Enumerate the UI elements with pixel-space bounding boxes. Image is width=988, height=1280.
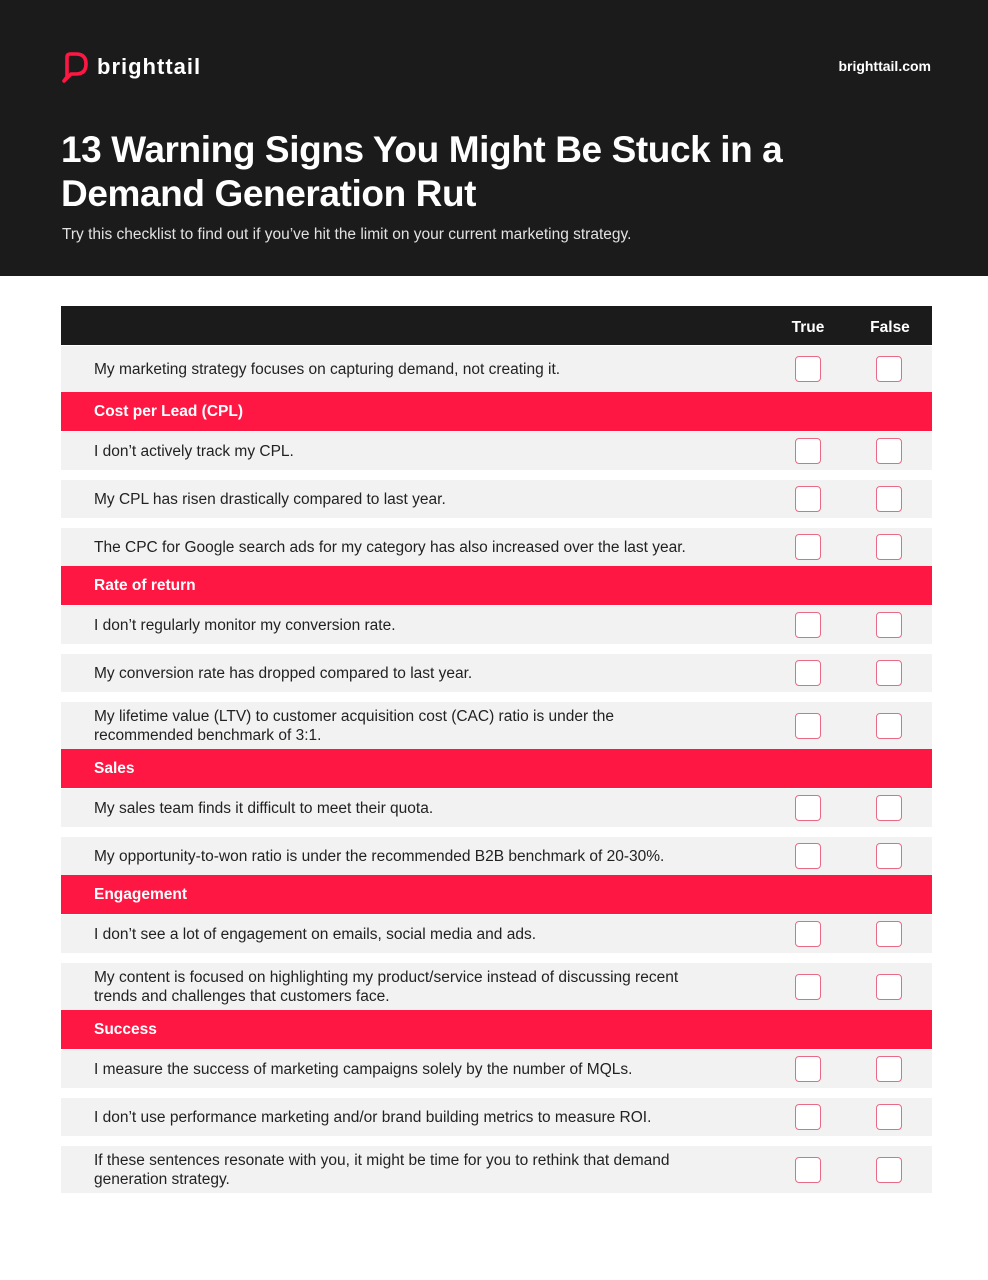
checklist-row [61,1146,932,1193]
hero-banner [0,0,988,276]
checklist-row [61,346,932,392]
column-false-header: False [870,319,910,336]
false-checkbox[interactable] [876,612,902,638]
false-checkbox[interactable] [876,1157,902,1183]
statement-text: My conversion rate has dropped compared to last year. [94,664,473,682]
true-checkbox[interactable] [795,356,821,382]
false-checkbox[interactable] [876,843,902,869]
page-title: 13 Warning Signs You Might Be Stuck in a Demand Generation Rut [61,129,783,214]
brand-logo[interactable] [60,50,201,84]
true-checkbox[interactable] [795,534,821,560]
false-checkbox[interactable] [876,534,902,560]
true-checkbox[interactable] [795,1157,821,1183]
true-checkbox[interactable] [795,1104,821,1130]
statement-text: My sales team finds it difficult to meet their quota. [94,799,434,817]
statement-text: My opportunity-to-won ratio is under the recommended B2B benchmark of 20-30%. [94,847,665,865]
false-checkbox[interactable] [876,356,902,382]
checklist-row [61,480,932,518]
table-header [61,306,932,345]
section-title: Success [94,1020,157,1038]
false-checkbox[interactable] [876,1056,902,1082]
checklist-row [61,789,932,827]
true-checkbox[interactable] [795,660,821,686]
table-body [61,346,932,1193]
column-true-header: True [791,319,825,336]
true-checkbox[interactable] [795,843,821,869]
true-checkbox[interactable] [795,486,821,512]
section-header [61,392,932,431]
page-subtitle: Try this checklist to find out if you’ve hit the limit on your current marketing strategy. [62,226,632,243]
checklist-row [61,654,932,692]
section-title: Sales [94,759,135,777]
brand-name: brighttail [97,54,202,79]
false-checkbox[interactable] [876,974,902,1000]
statement-text: I don’t use performance marketing and/or brand building metrics to measure ROI. [94,1108,652,1126]
checklist-row [61,606,932,644]
section-title: Engagement [94,885,188,903]
checklist-row [61,528,932,566]
statement-text: My marketing strategy focuses on capturing demand, not creating it. [94,360,561,378]
statement-text: My CPL has risen drastically compared to last year. [94,490,446,508]
checklist-row [61,1050,932,1088]
checklist-row [61,702,932,749]
false-checkbox[interactable] [876,660,902,686]
statement-text: I don’t see a lot of engagement on emails, social media and ads. [94,925,537,943]
section-title: Cost per Lead (CPL) [94,402,243,420]
true-checkbox[interactable] [795,974,821,1000]
true-checkbox[interactable] [795,713,821,739]
brighttail-logo-icon [60,50,90,84]
true-checkbox[interactable] [795,795,821,821]
statement-text: My content is focused on highlighting my product/service instead of discussing recent trends and challenges that customers face. [94,968,679,1005]
checklist-table [61,306,932,1203]
section-header [61,1010,932,1049]
statement-text: I don’t regularly monitor my conversion rate. [94,616,396,634]
section-header [61,875,932,914]
statement-text: I don’t actively track my CPL. [94,442,294,460]
checklist-row [61,837,932,875]
true-checkbox[interactable] [795,438,821,464]
checklist-row [61,963,932,1010]
checklist-row [61,1098,932,1136]
false-checkbox[interactable] [876,713,902,739]
statement-text: I measure the success of marketing campaigns solely by the number of MQLs. [94,1060,633,1078]
true-checkbox[interactable] [795,1056,821,1082]
section-header [61,749,932,788]
true-checkbox[interactable] [795,612,821,638]
site-url-link[interactable]: brighttail.com [838,58,931,74]
true-checkbox[interactable] [795,921,821,947]
false-checkbox[interactable] [876,1104,902,1130]
section-header [61,566,932,605]
statement-text: If these sentences resonate with you, it might be time for you to rethink that demand generation strategy. [94,1151,670,1188]
false-checkbox[interactable] [876,486,902,512]
false-checkbox[interactable] [876,795,902,821]
false-checkbox[interactable] [876,438,902,464]
false-checkbox[interactable] [876,921,902,947]
statement-text: The CPC for Google search ads for my category has also increased over the last year. [94,538,686,556]
section-title: Rate of return [94,576,196,594]
checklist-row [61,432,932,470]
statement-text: My lifetime value (LTV) to customer acquisition cost (CAC) ratio is under the recommended benchmark of 3:1. [94,707,615,744]
checklist-row [61,915,932,953]
